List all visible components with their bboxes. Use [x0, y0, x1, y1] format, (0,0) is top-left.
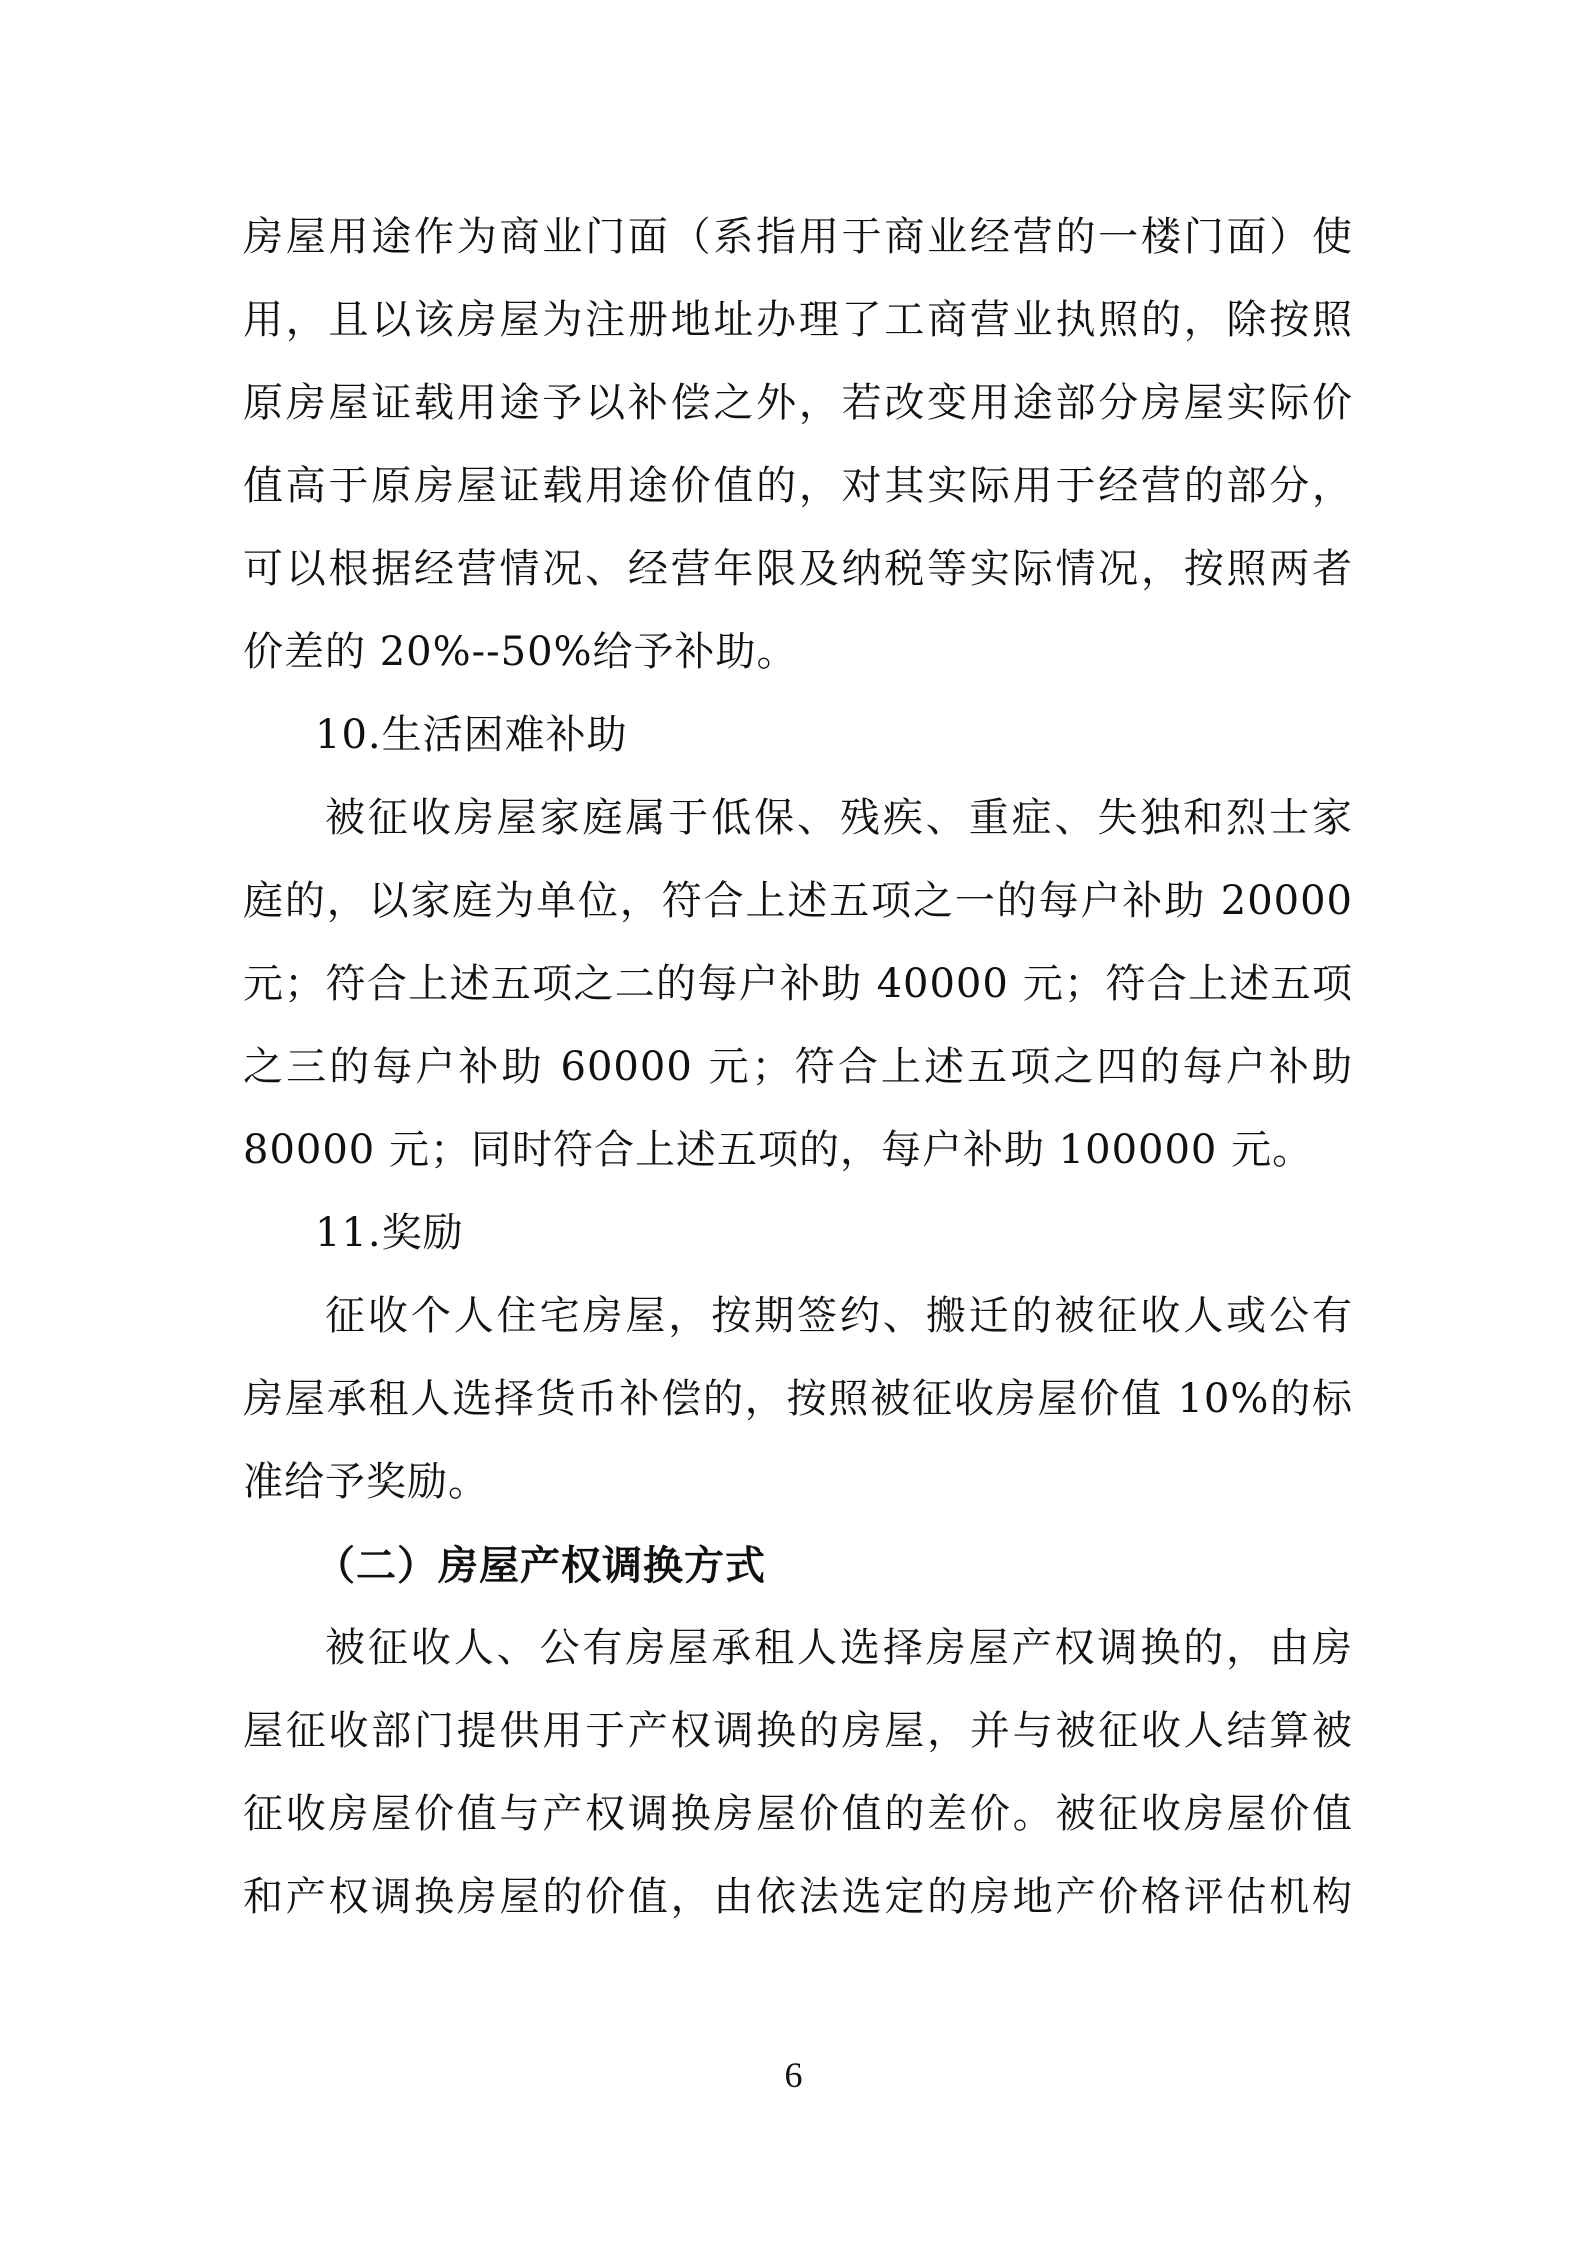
section-heading-living-difficulty: 10.生活困难补助 — [315, 712, 628, 758]
paragraph-line: 原房屋证载用途予以补偿之外，若改变用途部分房屋实际价 — [243, 380, 1353, 426]
paragraph-line: 价差的 20%--50%给予补助。 — [243, 629, 798, 675]
paragraph-line: 被征收人、公有房屋承租人选择房屋产权调换的，由房 — [325, 1625, 1353, 1671]
paragraph-line: 值高于原房屋证载用途价值的，对其实际用于经营的部分， — [243, 463, 1353, 509]
paragraph-line: 准给予奖励。 — [243, 1459, 489, 1505]
paragraph-line: 元；符合上述五项之二的每户补助 40000 元；符合上述五项 — [243, 961, 1353, 1007]
paragraph-line: 房屋承租人选择货币补偿的，按照被征收房屋价值 10%的标 — [243, 1376, 1353, 1422]
paragraph-line: 屋征收部门提供用于产权调换的房屋，并与被征收人结算被 — [243, 1708, 1353, 1754]
paragraph-line: 被征收房屋家庭属于低保、残疾、重症、失独和烈士家 — [325, 795, 1353, 841]
paragraph-line: 和产权调换房屋的价值，由依法选定的房地产价格评估机构 — [243, 1874, 1353, 1920]
paragraph-line: 用，且以该房屋为注册地址办理了工商营业执照的，除按照 — [243, 297, 1353, 343]
body-text — [243, 196, 1353, 1939]
page-number: 6 — [784, 2055, 803, 2095]
section-heading-reward: 11.奖励 — [315, 1210, 464, 1256]
paragraph-line: 房屋用途作为商业门面（系指用于商业经营的一楼门面）使 — [243, 214, 1353, 260]
paragraph-line: 庭的，以家庭为单位，符合上述五项之一的每户补助 20000 — [243, 878, 1353, 924]
paragraph-line: 之三的每户补助 60000 元；符合上述五项之四的每户补助 — [243, 1044, 1353, 1090]
paragraph-line: 80000 元；同时符合上述五项的，每户补助 100000 元。 — [243, 1127, 1314, 1173]
paragraph-line: 可以根据经营情况、经营年限及纳税等实际情况，按照两者 — [243, 546, 1353, 592]
section-heading-property-exchange: （二）房屋产权调换方式 — [315, 1542, 766, 1589]
paragraph-line: 征收房屋价值与产权调换房屋价值的差价。被征收房屋价值 — [243, 1791, 1353, 1837]
paragraph-line: 征收个人住宅房屋，按期签约、搬迁的被征收人或公有 — [325, 1293, 1353, 1339]
